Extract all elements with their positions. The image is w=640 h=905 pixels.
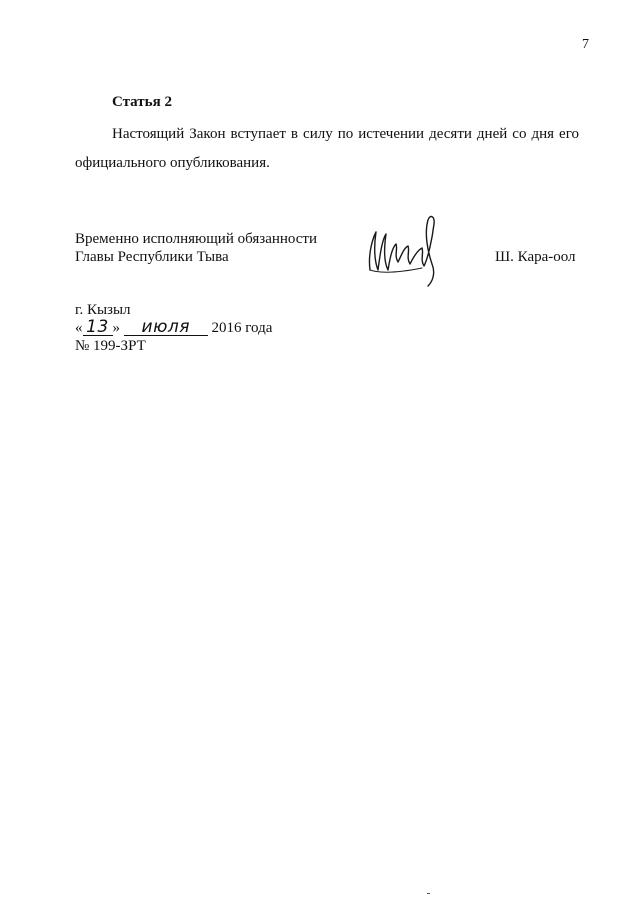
signatory-role-line-2: Главы Республики Тыва (75, 249, 229, 265)
date-day-handwritten: 13 (83, 320, 113, 336)
handwritten-signature (362, 210, 452, 292)
article-heading: Статья 2 (112, 94, 172, 110)
date-month-handwritten: июля (124, 320, 208, 336)
law-number: № 199-ЗРТ (75, 338, 146, 354)
signatory-role-line-1: Временно исполняющий обязанности (75, 231, 318, 247)
article-text: Настоящий Закон вступает в силу по истечении десяти дней со дня его официального опубликования. (75, 126, 579, 171)
city: г. Кызыл (75, 302, 131, 318)
signatory-role (75, 230, 317, 266)
signatory-name: Ш. Кара-оол (495, 249, 576, 265)
date-line (75, 319, 272, 337)
place-date-block (75, 301, 272, 355)
date-year: 2016 года (211, 320, 273, 336)
page-number: 7 (582, 37, 589, 52)
date-open-quote: « (75, 320, 83, 336)
date-close-quote: » (112, 320, 120, 336)
scan-mark (427, 893, 430, 894)
